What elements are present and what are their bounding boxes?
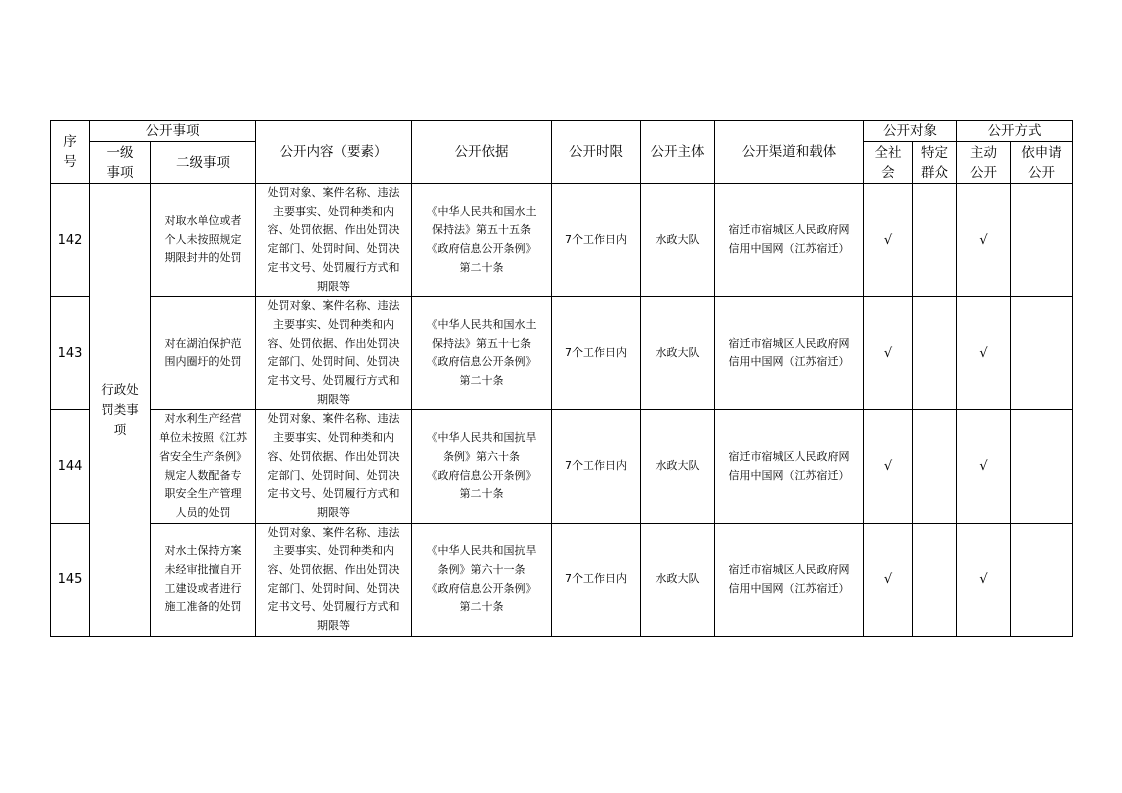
row-on-request-check bbox=[1011, 297, 1073, 410]
row-specific-group-check bbox=[913, 523, 957, 636]
header-level1: 一级 事项 bbox=[90, 142, 151, 184]
row-channel: 宿迁市宿城区人民政府网 信用中国网（江苏宿迁） bbox=[715, 410, 864, 523]
row-subject: 水政大队 bbox=[641, 297, 715, 410]
row-on-request-check bbox=[1011, 184, 1073, 297]
header-whole-society: 全社 会 bbox=[864, 142, 913, 184]
header-channel: 公开渠道和载体 bbox=[715, 121, 864, 184]
header-active: 主动 公开 bbox=[957, 142, 1011, 184]
header-seq: 序 号 bbox=[51, 121, 90, 184]
row-whole-society-check: √ bbox=[864, 184, 913, 297]
row-content: 处罚对象、案件名称、违法 主要事实、处罚种类和内 容、处罚依据、作出处罚决 定部门、处罚时间、处罚决 定书文号、处罚履行方式和 期限等 bbox=[256, 523, 412, 636]
header-subject: 公开主体 bbox=[641, 121, 715, 184]
row-seq: 145 bbox=[51, 523, 90, 636]
row-specific-group-check bbox=[913, 297, 957, 410]
row-item: 对在湖泊保护范 围内圈圩的处罚 bbox=[151, 297, 256, 410]
row-time-limit: 7个工作日内 bbox=[552, 523, 641, 636]
row-content: 处罚对象、案件名称、违法 主要事实、处罚种类和内 容、处罚依据、作出处罚决 定部门、处罚时间、处罚决 定书文号、处罚履行方式和 期限等 bbox=[256, 184, 412, 297]
row-basis: 《中华人民共和国水土 保持法》第五十五条 《政府信息公开条例》 第二十条 bbox=[412, 184, 552, 297]
row-specific-group-check bbox=[913, 184, 957, 297]
header-level2: 二级事项 bbox=[151, 142, 256, 184]
row-basis: 《中华人民共和国水土 保持法》第五十七条 《政府信息公开条例》 第二十条 bbox=[412, 297, 552, 410]
row-active-check: √ bbox=[957, 184, 1011, 297]
header-basis: 公开依据 bbox=[412, 121, 552, 184]
row-content: 处罚对象、案件名称、违法 主要事实、处罚种类和内 容、处罚依据、作出处罚决 定部门、处罚时间、处罚决 定书文号、处罚履行方式和 期限等 bbox=[256, 297, 412, 410]
row-content: 处罚对象、案件名称、违法 主要事实、处罚种类和内 容、处罚依据、作出处罚决 定部门、处罚时间、处罚决 定书文号、处罚履行方式和 期限等 bbox=[256, 410, 412, 523]
row-basis: 《中华人民共和国抗旱 条例》第六十条 《政府信息公开条例》 第二十条 bbox=[412, 410, 552, 523]
header-method-group: 公开方式 bbox=[957, 121, 1073, 142]
row-channel: 宿迁市宿城区人民政府网 信用中国网（江苏宿迁） bbox=[715, 184, 864, 297]
disclosure-table bbox=[50, 120, 1073, 637]
table-row bbox=[51, 184, 1073, 297]
table-row bbox=[51, 410, 1073, 523]
row-time-limit: 7个工作日内 bbox=[552, 410, 641, 523]
row-whole-society-check: √ bbox=[864, 297, 913, 410]
header-target-group: 公开对象 bbox=[864, 121, 957, 142]
row-subject: 水政大队 bbox=[641, 410, 715, 523]
table-row bbox=[51, 297, 1073, 410]
row-active-check: √ bbox=[957, 297, 1011, 410]
row-active-check: √ bbox=[957, 410, 1011, 523]
header-time-limit: 公开时限 bbox=[552, 121, 641, 184]
row-seq: 143 bbox=[51, 297, 90, 410]
category-cell: 行政处 罚类事 项 bbox=[90, 184, 151, 637]
row-channel: 宿迁市宿城区人民政府网 信用中国网（江苏宿迁） bbox=[715, 523, 864, 636]
row-time-limit: 7个工作日内 bbox=[552, 297, 641, 410]
header-items-group: 公开事项 bbox=[90, 121, 256, 142]
row-time-limit: 7个工作日内 bbox=[552, 184, 641, 297]
row-item: 对水利生产经营 单位未按照《江苏 省安全生产条例》 规定人数配备专 职安全生产管理 人员的处罚 bbox=[151, 410, 256, 523]
row-item: 对水土保持方案 未经审批擅自开 工建设或者进行 施工准备的处罚 bbox=[151, 523, 256, 636]
row-seq: 144 bbox=[51, 410, 90, 523]
table-row bbox=[51, 523, 1073, 636]
row-on-request-check bbox=[1011, 523, 1073, 636]
header-specific-group: 特定 群众 bbox=[913, 142, 957, 184]
row-subject: 水政大队 bbox=[641, 184, 715, 297]
row-subject: 水政大队 bbox=[641, 523, 715, 636]
row-seq: 142 bbox=[51, 184, 90, 297]
row-active-check: √ bbox=[957, 523, 1011, 636]
header-content: 公开内容（要素） bbox=[256, 121, 412, 184]
row-specific-group-check bbox=[913, 410, 957, 523]
row-whole-society-check: √ bbox=[864, 410, 913, 523]
row-on-request-check bbox=[1011, 410, 1073, 523]
row-whole-society-check: √ bbox=[864, 523, 913, 636]
row-basis: 《中华人民共和国抗旱 条例》第六十一条 《政府信息公开条例》 第二十条 bbox=[412, 523, 552, 636]
header-row-1 bbox=[51, 121, 1073, 142]
header-on-request: 依申请 公开 bbox=[1011, 142, 1073, 184]
row-channel: 宿迁市宿城区人民政府网 信用中国网（江苏宿迁） bbox=[715, 297, 864, 410]
row-item: 对取水单位或者 个人未按照规定 期限封井的处罚 bbox=[151, 184, 256, 297]
